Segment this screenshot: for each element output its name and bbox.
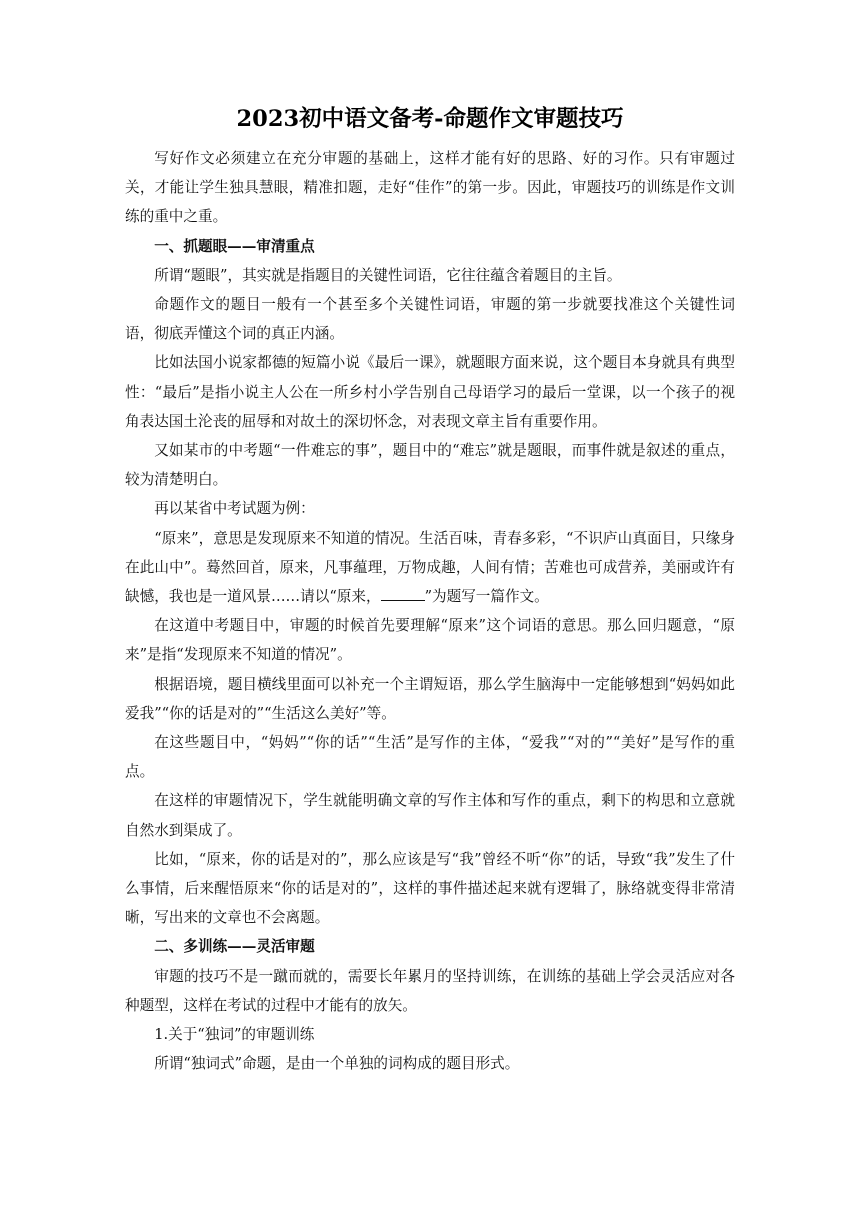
body-paragraph: 在这样的审题情况下，学生就能明确文章的写作主体和写作的重点，剩下的构思和立意就自然水到渠成了。: [125, 792, 735, 839]
fill-in-blank: [381, 586, 425, 601]
exam-prompt-paragraph: [125, 524, 735, 612]
intro-paragraph: 写好作文必须建立在充分审题的基础上，这样才能有好的思路、好的习作。只有审题过关，才能让学生独具慧眼，精准扣题，走好“佳作”的第一步。因此，审题技巧的训练是作文训练的重中之重。: [125, 150, 735, 226]
body-paragraph: 所谓“独词式”命题，是由一个单独的词构成的题目形式。: [154, 1055, 520, 1073]
body-paragraph: 比如法国小说家都德的短篇小说《最后一课》，就题眼方面来说，这个题目本身就具有典型性：“最后”是指小说主人公在一所乡村小学告别自己母语学习的最后一堂课，以一个孩子的视角表达国土沦丧的屈辱和对故土的深切怀念，对表现文章主旨有重要作用。: [125, 354, 735, 430]
body-paragraph: 所谓“题眼”，其实就是指题目的关键性词语，它往往蕴含着题目的主旨。: [154, 266, 622, 284]
body-paragraph: 再以某省中考试题为例：: [154, 500, 315, 518]
document-body: [125, 144, 735, 1079]
body-paragraph: 审题的技巧不是一蹴而就的，需要长年累月的坚持训练，在训练的基础上学会灵活应对各种题型，这样在考试的过程中才能有的放矢。: [125, 967, 735, 1014]
body-paragraph: 在这道中考题目中，审题的时候首先要理解“原来”这个词语的意思。那么回归题意，“原来”是指“发现原来不知道的情况”。: [125, 617, 735, 664]
body-paragraph: 命题作文的题目一般有一个甚至多个关键性词语，审题的第一步就要找准这个关键性词语，彻底弄懂这个词的真正内涵。: [125, 296, 735, 343]
section-heading-1: 一、抓题眼——审清重点: [154, 237, 315, 255]
body-paragraph: 在这些题目中，“妈妈”“你的话”“生活”是写作的主体，“爱我”“对的”“美好”是写作的重点。: [125, 734, 735, 781]
subsection-heading: 1.关于“独词”的审题训练: [154, 1026, 315, 1044]
exam-prompt-text: “原来”，意思是发现原来不知道的情况。生活百味，青春多彩，“不识庐山真面目，只缘身在此山中”。蓦然回首，原来，凡事蕴理，万物成趣，人间有情；苦难也可成营养，美丽或许有缺憾，我也是一道风景……请以“原来，: [125, 529, 735, 606]
body-paragraph: 比如，“原来，你的话是对的”，那么应该是写“我”曾经不听“你”的话，导致“我”发生了什么事情，后来醒悟原来“你的话是对的”，这样的事件描述起来就有逻辑了，脉络就变得非常清晰，写出来的文章也不会离题。: [125, 850, 735, 927]
section-heading-2: 二、多训练——灵活审题: [154, 938, 315, 956]
document-title: 2023初中语文备考-命题作文审题技巧: [236, 106, 624, 132]
exam-prompt-text-end: ”为题写一篇作文。: [424, 588, 549, 606]
body-paragraph: 又如某市的中考题“一件难忘的事”，题目中的“难忘”就是题眼，而事件就是叙述的重点，较为清楚明白。: [125, 442, 735, 489]
body-paragraph: 根据语境，题目横线里面可以补充一个主谓短语，那么学生脑海中一定能够想到“妈妈如此爱我”“你的话是对的”“生活这么美好”等。: [125, 675, 735, 722]
